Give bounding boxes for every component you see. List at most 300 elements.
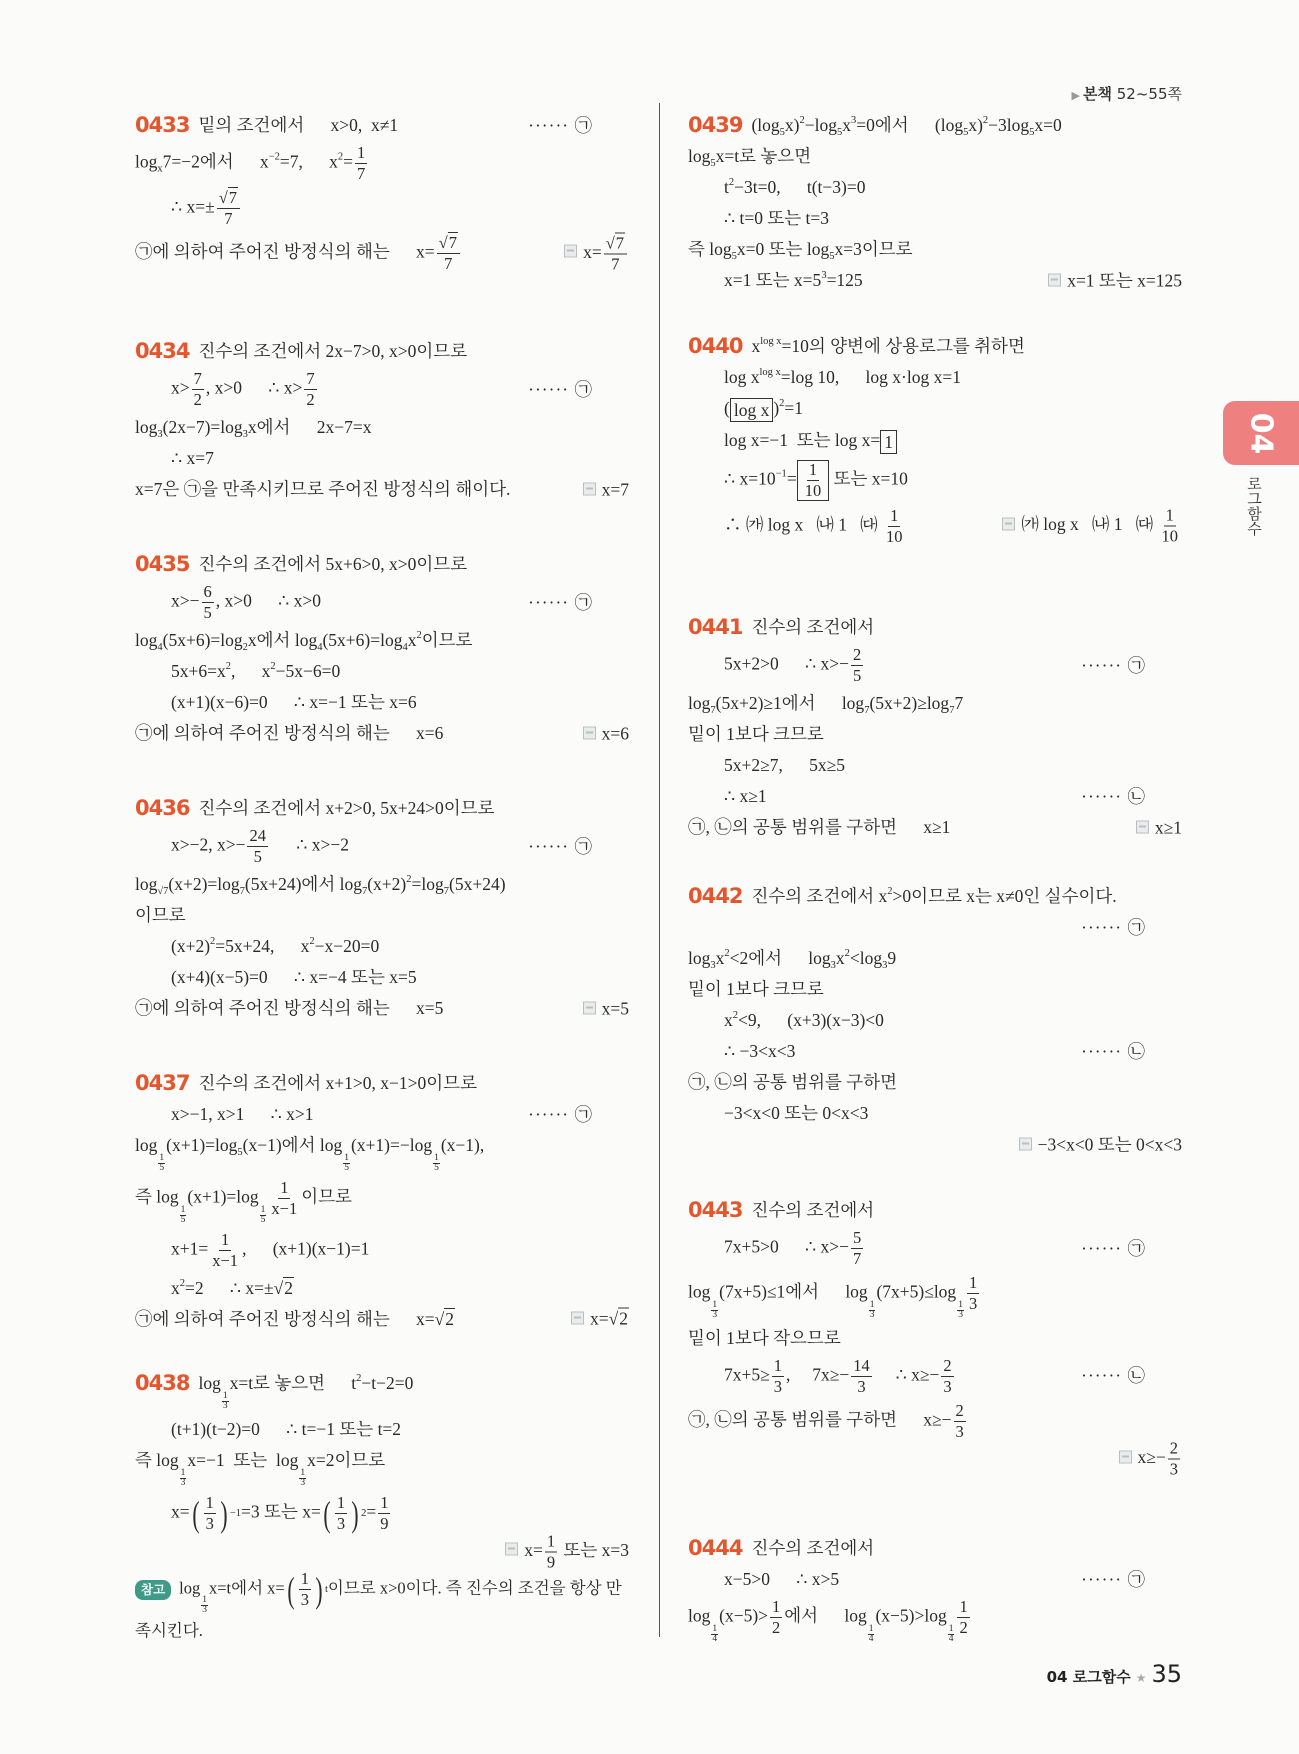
math-text: 5 xyxy=(779,127,785,138)
math-text: 1 xyxy=(205,1493,214,1512)
math-text: =5x+24, x xyxy=(215,936,310,956)
right-paren: ) xyxy=(315,1569,323,1610)
math-text: ㉠, ㉡의 공통 범위를 구하면 xyxy=(688,1072,898,1092)
math-text: 5 xyxy=(829,251,835,262)
answer-icon xyxy=(583,726,596,739)
math-text: 10 xyxy=(1161,526,1178,546)
solution-line xyxy=(135,1130,629,1176)
math-text: 7 xyxy=(228,188,238,207)
numerator xyxy=(954,1402,966,1422)
solution-first-line xyxy=(688,881,1182,912)
math-text: =1 xyxy=(784,398,804,418)
denominator xyxy=(941,1377,953,1396)
math-text: 5x+2≥7, 5x≥5 xyxy=(724,755,845,775)
math-text: log xyxy=(135,630,158,650)
solution-line xyxy=(135,625,629,656)
math-text: x xyxy=(407,630,417,650)
math-text: 7 xyxy=(239,886,245,897)
math-text: >0이므로 x는 x≠0인 실수이다. xyxy=(892,886,1117,906)
math-text: 1 xyxy=(300,1468,306,1478)
math-text: 진수의 조건에서 5x+6>0, x>0이므로 xyxy=(198,554,468,574)
fraction xyxy=(192,370,204,409)
solution-line xyxy=(688,457,1182,504)
denominator xyxy=(269,1199,299,1218)
math-text: (5x+24) xyxy=(449,874,506,894)
math-text: 5x+2>0 ∴ x>− xyxy=(724,653,849,674)
numerator xyxy=(204,1494,216,1514)
solution-line xyxy=(135,141,629,186)
denominator xyxy=(300,1479,305,1488)
math-text: x= xyxy=(590,1308,609,1329)
math-text: 1 xyxy=(336,1493,346,1512)
math-text: 7 xyxy=(853,1249,862,1268)
math-text: <9, (x+3)(x−3)<0 xyxy=(738,1010,884,1030)
denominator xyxy=(304,390,316,409)
math-text: 2 xyxy=(361,1507,367,1519)
math-text: x≥1 xyxy=(1154,817,1182,837)
math-text: ∴ −3<x<3 xyxy=(724,1041,796,1061)
solution-block xyxy=(135,1368,629,1650)
solution-first-line xyxy=(688,1195,1182,1226)
math-text: 3 xyxy=(958,1309,963,1320)
math-text: 1 xyxy=(222,1391,228,1401)
radical-sign-icon: √ xyxy=(434,1308,445,1329)
log-base-fraction xyxy=(180,1469,187,1488)
math-text: log x xyxy=(733,399,770,420)
math-text: −1 xyxy=(229,1507,242,1519)
solution-first-line xyxy=(688,612,1182,643)
math-text: 1 xyxy=(808,459,818,479)
condition-marker: ······ ㉠ xyxy=(528,836,593,856)
fraction xyxy=(335,1494,347,1533)
solution-line xyxy=(688,265,1182,296)
fraction xyxy=(545,1532,557,1571)
math-text: (log xyxy=(751,115,780,135)
math-text: 5 xyxy=(434,1163,439,1173)
math-text: (x+2) xyxy=(171,936,211,956)
denominator xyxy=(770,1618,782,1637)
fraction xyxy=(851,1229,863,1268)
math-text: 3 xyxy=(821,270,827,281)
denominator xyxy=(954,1422,966,1441)
superscript xyxy=(760,336,781,347)
math-text: 2 xyxy=(844,948,850,959)
denominator xyxy=(335,1514,347,1533)
math-text: 1 xyxy=(434,1153,439,1163)
denominator xyxy=(378,1514,390,1533)
denominator xyxy=(958,1311,963,1320)
math-text: 2 xyxy=(242,642,248,653)
problem-number: 0434 xyxy=(135,339,190,363)
math-text: , 7x≥− xyxy=(785,1364,850,1385)
fraction xyxy=(204,1494,216,1533)
numerator xyxy=(770,1598,782,1618)
solution-line xyxy=(135,962,629,993)
log-base-fraction xyxy=(180,1206,187,1225)
math-text: 또는 x=10 xyxy=(829,468,908,489)
math-text: 2 xyxy=(887,886,893,897)
footer-chapter: 04 로그함수 xyxy=(1046,1668,1131,1686)
math-text: =2 ∴ x=± xyxy=(185,1277,274,1298)
math-text: =3 또는 x= xyxy=(241,1501,321,1522)
math-text: 3 xyxy=(850,115,857,126)
math-text: −log xyxy=(804,115,837,135)
log-base-fraction xyxy=(201,1596,208,1615)
denominator xyxy=(884,527,905,546)
log-base-fraction xyxy=(158,1154,165,1173)
solution-line xyxy=(688,234,1182,265)
math-text: =10의 양변에 상용로그를 취하면 xyxy=(781,336,1025,356)
radical-sign-icon: √ xyxy=(608,1308,619,1329)
superscript xyxy=(269,152,280,163)
math-text: x= xyxy=(524,1539,543,1560)
math-text: 3 xyxy=(830,960,836,971)
math-text: log xyxy=(135,417,158,437)
math-text: 진수의 조건에서 xyxy=(751,1538,875,1558)
math-text: 7x+5≥ xyxy=(724,1364,770,1385)
fraction xyxy=(202,583,214,622)
fraction xyxy=(851,1357,872,1396)
math-text: 3 xyxy=(300,1478,306,1488)
solution-line xyxy=(688,1005,1182,1036)
math-text: (x+1)(x−6)=0 ∴ x=−1 또는 x=6 xyxy=(171,692,417,712)
math-text: 밑의 조건에서 x>0, x≠1 xyxy=(198,115,399,135)
radicand xyxy=(615,232,625,252)
math-text: −3<x<0 또는 0<x<3 xyxy=(1037,1134,1182,1154)
math-text: x−5>0 ∴ x>5 xyxy=(724,1569,840,1589)
answer xyxy=(1002,507,1182,546)
radicand xyxy=(283,1277,294,1298)
math-text: 진수의 조건에서 x+2>0, 5x+24>0이므로 xyxy=(198,798,495,818)
math-text: x=7은 ㉠을 만족시키므로 주어진 방정식의 해이다. xyxy=(135,479,511,499)
numerator xyxy=(807,461,819,481)
solution-line xyxy=(688,688,1182,719)
math-text: 10 xyxy=(804,480,822,500)
math-text: 2 xyxy=(728,177,735,188)
answer xyxy=(1136,815,1182,840)
solution-line xyxy=(688,362,1182,393)
fraction xyxy=(210,1231,240,1270)
solution-line xyxy=(135,900,629,931)
math-text: 5 xyxy=(180,1214,186,1225)
denominator xyxy=(252,847,264,866)
math-text: x xyxy=(724,1010,733,1030)
condition-marker: ······ ㉠ xyxy=(1081,1569,1146,1589)
numerator xyxy=(941,1357,953,1377)
math-text: x= xyxy=(583,241,602,262)
math-text: x+1= xyxy=(171,1238,209,1259)
fraction xyxy=(954,1402,966,1441)
math-text: 1 xyxy=(260,1204,266,1215)
numerator xyxy=(772,1357,784,1377)
math-text: ㉠, ㉡의 공통 범위를 구하면 x≥1 xyxy=(688,817,951,837)
math-text: 3 xyxy=(157,429,163,440)
problem-number: 0436 xyxy=(135,796,190,820)
math-text: log xyxy=(688,948,711,968)
math-text: 3 xyxy=(943,1376,952,1396)
math-text: 7 xyxy=(224,209,233,228)
math-text: (7x+5)≤log xyxy=(876,1281,957,1302)
superscript xyxy=(760,367,781,378)
math-text: 3 xyxy=(955,1421,964,1441)
denominator xyxy=(344,1164,349,1173)
denominator xyxy=(855,1377,867,1396)
math-text: log xyxy=(688,1605,711,1626)
solution-line xyxy=(688,141,1182,172)
math-text: x xyxy=(715,948,725,968)
math-text: 4 xyxy=(402,642,408,653)
square-root xyxy=(439,232,458,252)
numerator xyxy=(957,1598,969,1618)
numerator xyxy=(1164,507,1176,527)
math-text: 진수의 조건에서 x xyxy=(751,886,888,906)
math-text: x) xyxy=(968,115,983,135)
math-text: 2 xyxy=(982,115,989,126)
math-text: 1 xyxy=(884,431,894,452)
math-text: 7 xyxy=(356,164,366,183)
left-paren: ( xyxy=(192,1493,200,1534)
math-text: x−1 xyxy=(271,1199,298,1218)
solution-block xyxy=(688,881,1182,1160)
solution-first-line xyxy=(688,331,1182,362)
blank-answer-box xyxy=(797,460,830,501)
solution-line xyxy=(135,231,629,276)
math-text: 2 xyxy=(732,1010,738,1021)
fraction xyxy=(604,234,627,273)
math-text: =125 xyxy=(826,270,863,290)
math-text: 1 xyxy=(868,1623,874,1634)
star-icon: ★ xyxy=(1135,1671,1147,1685)
page-number: 35 xyxy=(1151,1660,1182,1688)
solution-first-line xyxy=(135,549,629,580)
radicand xyxy=(444,1308,455,1329)
math-text: 5 xyxy=(159,1163,165,1173)
math-text: 4 xyxy=(948,1633,954,1644)
math-text: (t+1)(t−2)=0 ∴ t=−1 또는 t=2 xyxy=(171,1419,402,1439)
denominator xyxy=(712,1311,717,1320)
problem-number: 0435 xyxy=(135,552,190,576)
condition-marker: ······ ㉠ xyxy=(1081,1238,1146,1258)
math-text: log xyxy=(135,151,158,172)
chapter-tab[interactable] xyxy=(1223,401,1299,465)
math-text: log xyxy=(688,146,711,166)
problem-number: 0442 xyxy=(688,884,743,908)
solution-first-line xyxy=(135,1368,629,1414)
ref-book-label: 본책 xyxy=(1083,85,1112,103)
math-text: x에서 2x−7=x xyxy=(247,417,372,437)
solution-block xyxy=(135,1068,629,1335)
answer-icon xyxy=(1136,820,1149,833)
square-root xyxy=(274,1277,294,1298)
fraction xyxy=(851,646,863,685)
math-text: 5 xyxy=(253,847,262,866)
solution-line xyxy=(688,781,1182,812)
math-text: 4 xyxy=(712,1633,718,1644)
math-text: (5x+2)≥1에서 log xyxy=(715,693,865,713)
solution-line xyxy=(135,412,629,443)
numerator xyxy=(1168,1440,1180,1460)
math-text: 4 xyxy=(157,642,163,653)
solution-line xyxy=(688,393,1182,425)
math-text: (5x+6)=log xyxy=(322,630,403,650)
denominator xyxy=(181,1479,186,1488)
math-text: 5x+6=x xyxy=(171,661,226,681)
math-text: x=0 또는 log xyxy=(736,239,830,259)
solution-line xyxy=(688,1271,1182,1323)
condition-marker: ······ ㉠ xyxy=(1081,917,1146,937)
math-text: x=5 xyxy=(601,998,629,1018)
math-text: , (x+1)(x−1)=1 xyxy=(242,1238,370,1259)
math-text: x>−1, x>1 ∴ x>1 xyxy=(171,1104,314,1124)
math-text: −1 xyxy=(775,468,787,480)
math-group xyxy=(219,187,238,207)
math-text: x=1 또는 x=125 xyxy=(1067,270,1182,290)
math-text: 1 xyxy=(712,1299,718,1310)
chapter-tab-number: 04 xyxy=(1243,412,1279,454)
math-text: <log xyxy=(849,948,883,968)
denominator xyxy=(222,209,234,228)
math-text: 2 xyxy=(779,398,785,409)
solution-line xyxy=(688,750,1182,781)
math-text: 1 xyxy=(344,1153,349,1163)
radical-sign-icon: √ xyxy=(218,188,228,207)
math-text: (x+1)=log xyxy=(166,1135,238,1155)
math-text: 진수의 조건에서 xyxy=(751,617,875,637)
math-text: 7 xyxy=(954,693,964,713)
solution-block xyxy=(688,612,1182,843)
denominator xyxy=(159,1164,164,1173)
fraction xyxy=(967,1274,979,1313)
math-text: 1 xyxy=(968,1273,978,1292)
solution-line xyxy=(135,580,629,625)
math-text: 9 xyxy=(546,1552,556,1571)
math-text: 3 xyxy=(180,1478,186,1488)
solution-line xyxy=(688,643,1182,688)
solution-line xyxy=(135,1531,629,1571)
answer xyxy=(583,721,629,746)
superscript xyxy=(776,468,787,479)
math-text: x xyxy=(842,115,851,135)
numerator xyxy=(299,1570,311,1590)
math-text: x) xyxy=(784,115,800,135)
left-paren: ( xyxy=(323,1493,331,1534)
numerator xyxy=(335,1494,347,1514)
math-text: 3 xyxy=(773,1376,782,1396)
math-text: x xyxy=(835,948,845,968)
math-text: 3 xyxy=(968,1294,978,1313)
math-text: ∴ ㈎ log x ㈏ 1 ㈐ xyxy=(724,514,882,535)
problem-number: 0440 xyxy=(688,334,743,358)
solution-block xyxy=(135,110,629,276)
radical-sign-icon: √ xyxy=(605,233,615,252)
math-text: =0에서 (log xyxy=(856,115,964,135)
math-text: 2 xyxy=(210,936,216,947)
math-text: log x xyxy=(760,336,782,347)
math-text: 1 xyxy=(948,1623,954,1634)
math-text: 밑이 1보다 크므로 xyxy=(688,724,824,744)
numerator xyxy=(192,370,204,390)
math-text: 5 xyxy=(836,127,843,138)
math-text: 1 xyxy=(1165,505,1174,525)
math-text: log xyxy=(135,1135,158,1155)
math-text: 7 xyxy=(444,254,453,273)
answer-icon xyxy=(505,1543,518,1556)
math-text: 진수의 조건에서 x+1>0, x−1>0이므로 xyxy=(198,1073,477,1093)
math-text: 1 xyxy=(712,1623,718,1634)
math-text: x에서 log xyxy=(247,630,318,650)
math-text: 진수의 조건에서 2x−7>0, x>0이므로 xyxy=(198,341,468,361)
note-badge: 참고 xyxy=(135,1580,171,1600)
math-text: x=7 xyxy=(601,479,629,499)
denominator xyxy=(851,666,863,685)
math-text: (x+4)(x−5)=0 ∴ x=−4 또는 x=5 xyxy=(171,967,417,987)
fraction xyxy=(772,1357,784,1396)
solution-line xyxy=(688,504,1182,549)
math-text: 에서 log xyxy=(784,1605,867,1626)
math-text: x> xyxy=(171,377,190,398)
solution-line xyxy=(135,367,629,412)
problem-number: 0437 xyxy=(135,1071,190,1095)
condition-marker: ······ ㉠ xyxy=(1081,655,1146,675)
textbook-page-reference xyxy=(1072,83,1182,104)
math-text: 1 xyxy=(772,1597,781,1616)
denominator xyxy=(949,1635,954,1644)
math-text: log xyxy=(179,1578,201,1598)
solution-line xyxy=(135,1304,629,1335)
math-text: 2 xyxy=(193,390,202,409)
math-text: 7 xyxy=(448,233,457,252)
solution-line xyxy=(688,1226,1182,1271)
denominator xyxy=(192,390,204,409)
math-text: x=t로 놓으면 t xyxy=(229,1373,357,1393)
solution-block xyxy=(688,331,1182,549)
math-text: 2 xyxy=(309,936,315,947)
solution-line xyxy=(688,1399,1182,1444)
math-text: 7 xyxy=(615,233,624,252)
math-text: x=0 xyxy=(1034,115,1062,135)
fraction xyxy=(884,507,905,546)
solution-line xyxy=(135,474,629,505)
denominator xyxy=(712,1635,717,1644)
math-text: 9 xyxy=(887,948,897,968)
answer xyxy=(583,477,629,502)
math-text: 2 xyxy=(1169,1438,1178,1458)
math-text: 이므로 xyxy=(135,905,186,925)
math-text: 2 xyxy=(225,661,231,672)
log-base-fraction xyxy=(299,1469,306,1488)
solution-first-line xyxy=(135,793,629,824)
math-text: 3 xyxy=(336,1514,346,1533)
math-text: 7 xyxy=(443,886,449,897)
math-text: log xyxy=(198,1373,221,1393)
numerator xyxy=(888,507,900,527)
math-text: (x+2)=log xyxy=(168,874,240,894)
math-text: log x=−1 또는 log x= xyxy=(724,429,881,450)
math-text: 5 xyxy=(963,127,969,138)
math-text: 10 xyxy=(886,526,903,546)
math-text: (5x+2)≥log xyxy=(869,693,950,713)
math-text: log xyxy=(135,874,158,894)
numerator xyxy=(851,1357,872,1377)
column-divider xyxy=(659,103,660,1637)
math-text: , x>0 ∴ x> xyxy=(205,377,303,398)
denominator xyxy=(204,1514,216,1533)
math-text: x=t에서 x= xyxy=(209,1578,285,1598)
math-text: 3 xyxy=(857,1376,866,1396)
denominator xyxy=(355,164,367,183)
math-text: 5 xyxy=(853,1228,862,1247)
log-base-fraction xyxy=(222,1392,229,1411)
